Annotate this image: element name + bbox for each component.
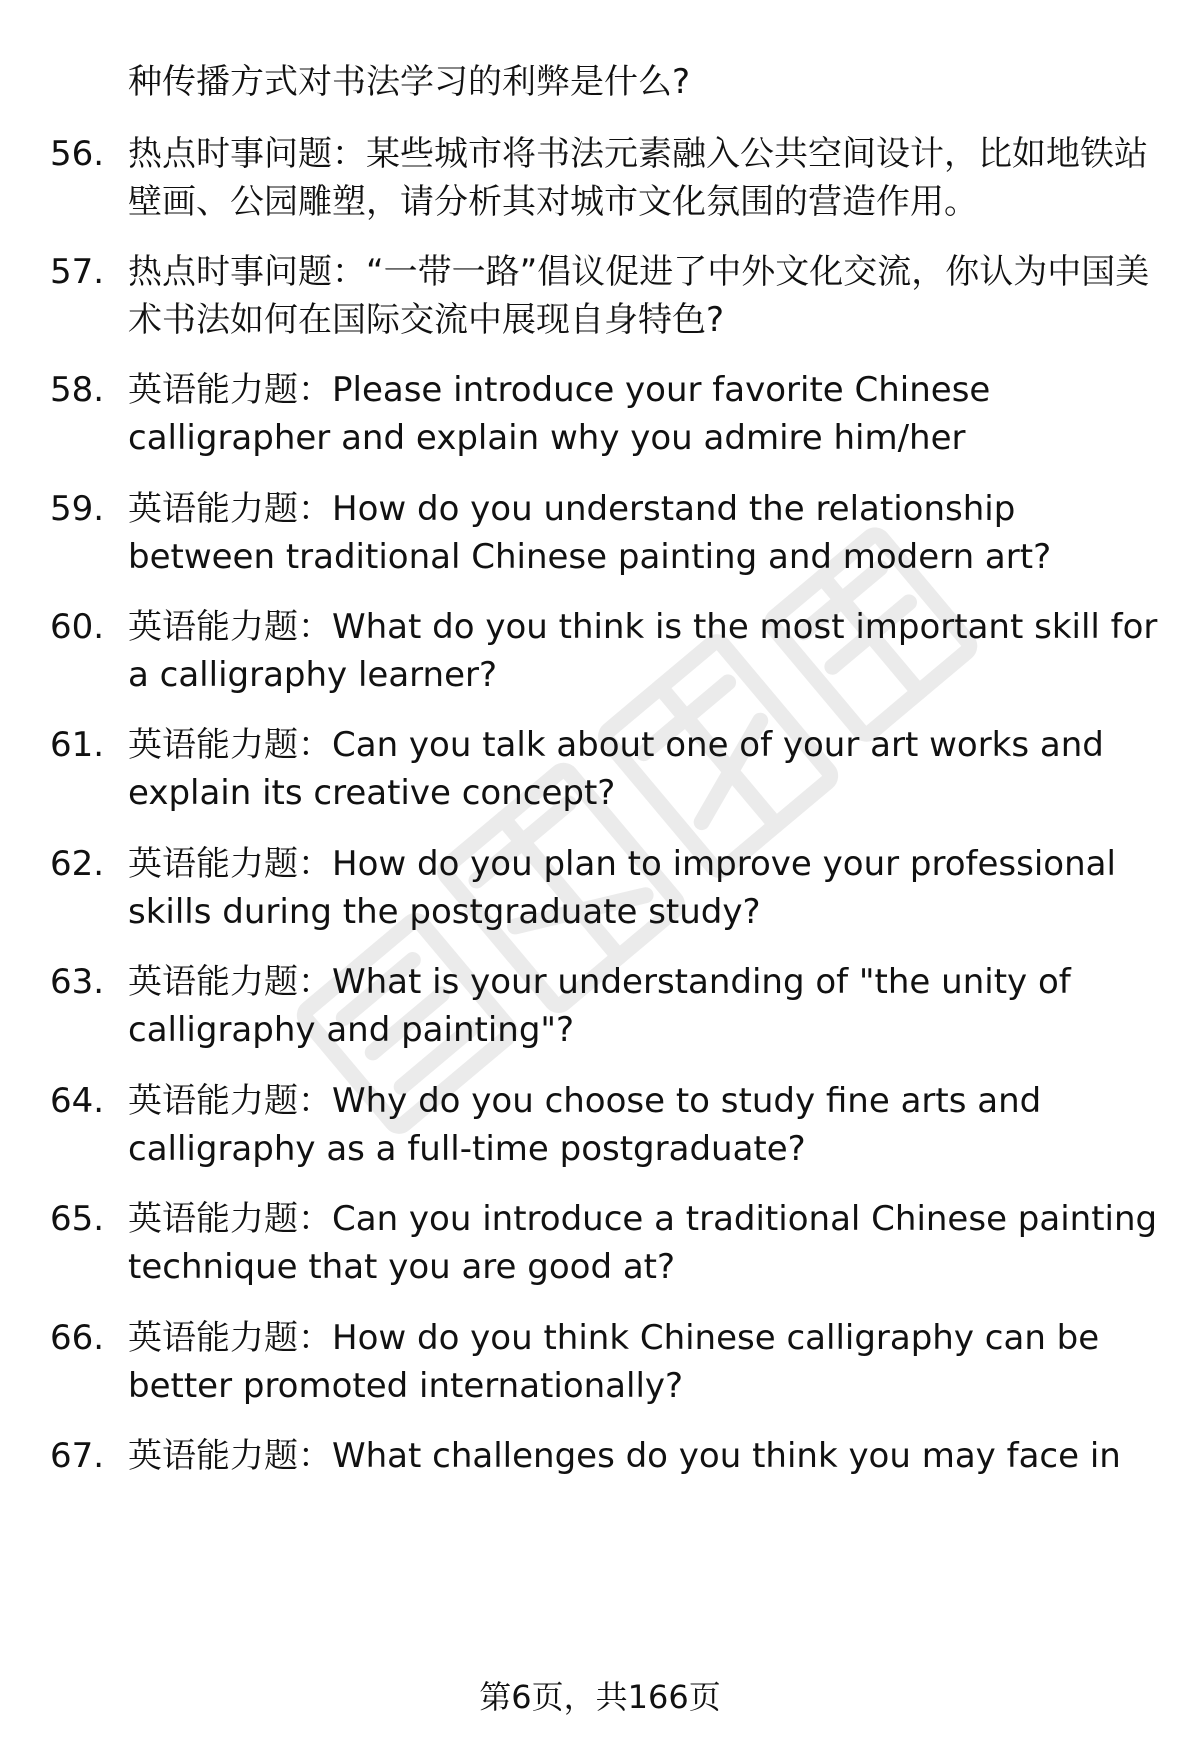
question-text: 英语能力题：What do you think is the most important skill for a calligraphy learner? — [128, 607, 1158, 695]
question-number: 57. — [50, 252, 105, 292]
question-text: 英语能力题：Please introduce your favorite Chinese calligrapher and explain why you admire him/her — [128, 370, 991, 458]
question-text: 英语能力题：How do you think Chinese calligraphy can be better promoted internationally? — [128, 1318, 1100, 1406]
question-text: 英语能力题：Why do you choose to study fine arts and calligraphy as a full-time postgraduate? — [128, 1081, 1042, 1169]
question-64 — [50, 1077, 1160, 1173]
question-62 — [50, 840, 1160, 936]
question-text: 英语能力题：What is your understanding of "the unity of calligraphy and painting"? — [128, 962, 1071, 1050]
question-number: 62. — [50, 844, 105, 884]
question-number: 60. — [50, 607, 105, 647]
question-58 — [50, 366, 1160, 462]
question-text: 热点时事问题：“一带一路”倡议促进了中外文化交流，你认为中国美术书法如何在国际交流中展现自身特色? — [128, 252, 1150, 340]
question-text: 英语能力题：How do you plan to improve your professional skills during the postgraduate study? — [128, 844, 1116, 932]
continued-question-text: 种传播方式对书法学习的利弊是什么? — [128, 62, 691, 102]
question-65 — [50, 1195, 1160, 1291]
question-number: 64. — [50, 1081, 105, 1121]
question-63 — [50, 958, 1160, 1054]
question-number: 63. — [50, 962, 105, 1002]
question-text: 英语能力题：How do you understand the relationship between traditional Chinese painting and modern art? — [128, 489, 1052, 577]
question-text: 英语能力题：Can you talk about one of your art works and explain its creative concept? — [128, 725, 1104, 813]
question-number: 65. — [50, 1199, 105, 1239]
page-number-footer: 第6页，共166页 — [479, 1678, 721, 1716]
question-number: 56. — [50, 134, 105, 174]
question-text: 英语能力题：Can you introduce a traditional Chinese painting technique that you are good at? — [128, 1199, 1158, 1287]
question-67 — [50, 1432, 1160, 1480]
question-text: 热点时事问题：某些城市将书法元素融入公共空间设计，比如地铁站壁画、公园雕塑，请分析其对城市文化氛围的营造作用。 — [128, 134, 1148, 222]
question-66 — [50, 1314, 1160, 1410]
question-text: 英语能力题：What challenges do you think you may face in — [128, 1436, 1121, 1476]
question-60 — [50, 603, 1160, 699]
question-number: 67. — [50, 1436, 105, 1476]
question-number: 58. — [50, 370, 105, 410]
question-57 — [50, 248, 1160, 344]
question-61 — [50, 721, 1160, 817]
question-number: 59. — [50, 489, 105, 529]
question-59 — [50, 485, 1160, 581]
question-56 — [50, 130, 1160, 226]
question-number: 66. — [50, 1318, 105, 1358]
question-number: 61. — [50, 725, 105, 765]
